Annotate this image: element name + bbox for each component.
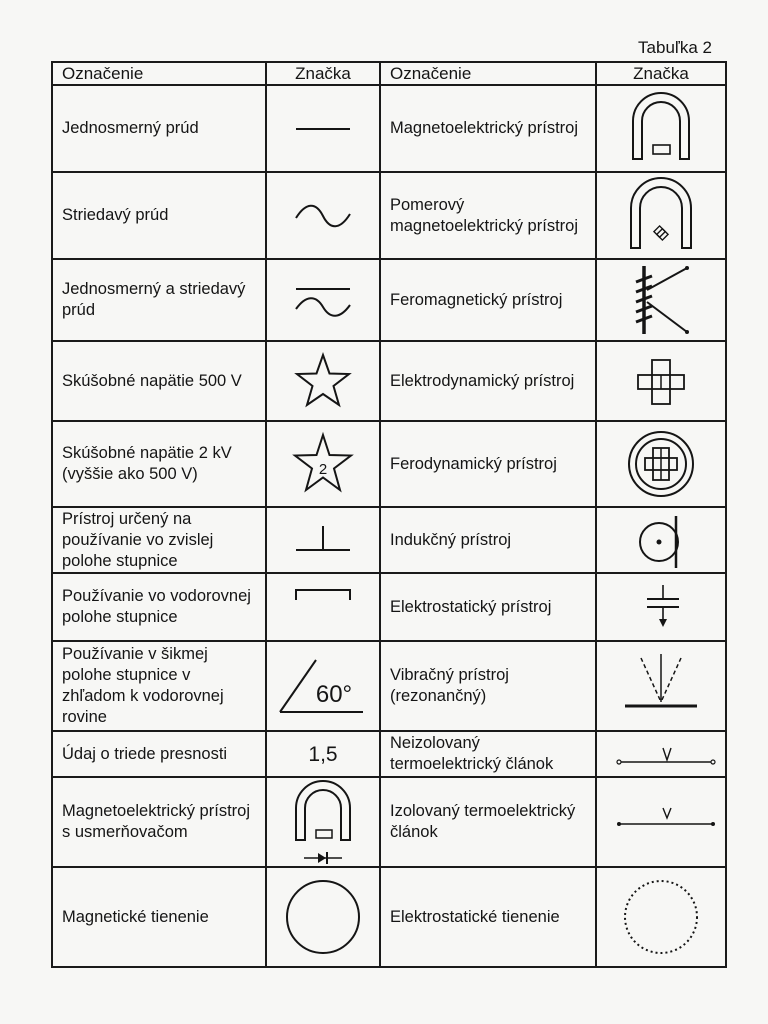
star-number: 2 xyxy=(318,461,328,478)
designation-text: Pomerový magnetoelektrický prístroj xyxy=(390,195,578,235)
accuracy-class-value: 1,5 xyxy=(308,742,338,766)
designation-text: Používanie vo vodorovnej polohe stupnice xyxy=(62,587,251,626)
ferromagnetic-icon xyxy=(601,260,721,340)
table-row xyxy=(52,85,726,172)
horizontal-position-icon xyxy=(268,582,378,632)
designation-text: Elektrostatický prístroj xyxy=(390,597,552,616)
electrodynamic-icon xyxy=(601,346,721,416)
electrostatic-icon xyxy=(601,577,721,637)
vertical-position-icon xyxy=(268,520,378,560)
table-row xyxy=(52,259,726,341)
designation-text: Skúšobné napätie 500 V xyxy=(62,371,242,390)
angle-label: 60° xyxy=(315,681,353,708)
designation-text: Jednosmerný prúd xyxy=(62,119,199,137)
designation-text: Feromagnetický prístroj xyxy=(390,290,563,309)
table-row xyxy=(52,507,726,573)
dc-ac-icon xyxy=(268,275,378,325)
designation-text: Indukčný prístroj xyxy=(390,530,512,549)
designation-text: Prístroj určený na používanie vo zvislej polohe stupnice xyxy=(62,509,214,570)
magnetoelectric-icon xyxy=(601,89,721,169)
table-row xyxy=(52,867,726,967)
table-header-row xyxy=(52,62,726,85)
designation-text: Jednosmerný a striedavý prúd xyxy=(62,280,246,319)
designation-text: Ferodynamický prístroj xyxy=(390,454,557,473)
header-designation: Označenie xyxy=(380,62,596,85)
designation-text: Neizolovaný termoelektrický článok xyxy=(390,734,554,773)
ferrodynamic-icon xyxy=(601,424,721,504)
ac-wave-icon xyxy=(268,196,378,236)
designation-text: Používanie v šikmej polohe stupnice v zhľadom k vodorovnej rovine xyxy=(62,645,224,726)
table-caption: Tabuľka 2 xyxy=(638,38,712,57)
designation-text: Elektrostatické tienenie xyxy=(390,907,560,926)
designation-text: Vibračný prístroj (rezonančný) xyxy=(390,666,509,705)
star-icon xyxy=(268,351,378,411)
table-row xyxy=(52,573,726,641)
symbols-table xyxy=(51,61,727,968)
designation-text: Magnetoelektrický prístroj s usmerňovačom xyxy=(62,802,250,841)
header-designation: Označenie xyxy=(52,62,266,85)
header-symbol: Značka xyxy=(266,62,380,85)
magnetoelectric-rectifier-icon xyxy=(268,778,378,866)
designation-text: Údaj o triede presnosti xyxy=(62,744,228,763)
inclined-position-icon xyxy=(268,648,378,724)
ratio-magnetoelectric-icon xyxy=(601,176,721,256)
insulated-thermocouple-icon xyxy=(601,802,721,842)
designation-text: Elektrodynamický prístroj xyxy=(390,371,575,390)
vibration-icon xyxy=(601,648,721,724)
uninsulated-thermocouple-icon xyxy=(601,736,721,772)
table-row xyxy=(52,172,726,259)
table-row xyxy=(52,421,726,507)
designation-text: Skúšobné napätie 2 kV (vyššie ako 500 V) xyxy=(62,444,232,483)
table-row xyxy=(52,731,726,777)
electrostatic-shield-icon xyxy=(601,873,721,961)
designation-text: Striedavý prúd xyxy=(62,206,169,224)
table-row xyxy=(52,641,726,731)
star-2-icon xyxy=(268,431,378,497)
magnetic-shield-icon xyxy=(268,873,378,961)
designation-text: Izolovaný termoelektrický článok xyxy=(390,802,576,841)
dc-line-icon xyxy=(268,109,378,149)
table-row xyxy=(52,777,726,867)
designation-text: Magnetoelektrický prístroj xyxy=(390,119,578,137)
induction-icon xyxy=(601,510,721,570)
designation-text: Magnetické tienenie xyxy=(62,907,209,926)
table-row xyxy=(52,341,726,421)
header-symbol: Značka xyxy=(596,62,726,85)
